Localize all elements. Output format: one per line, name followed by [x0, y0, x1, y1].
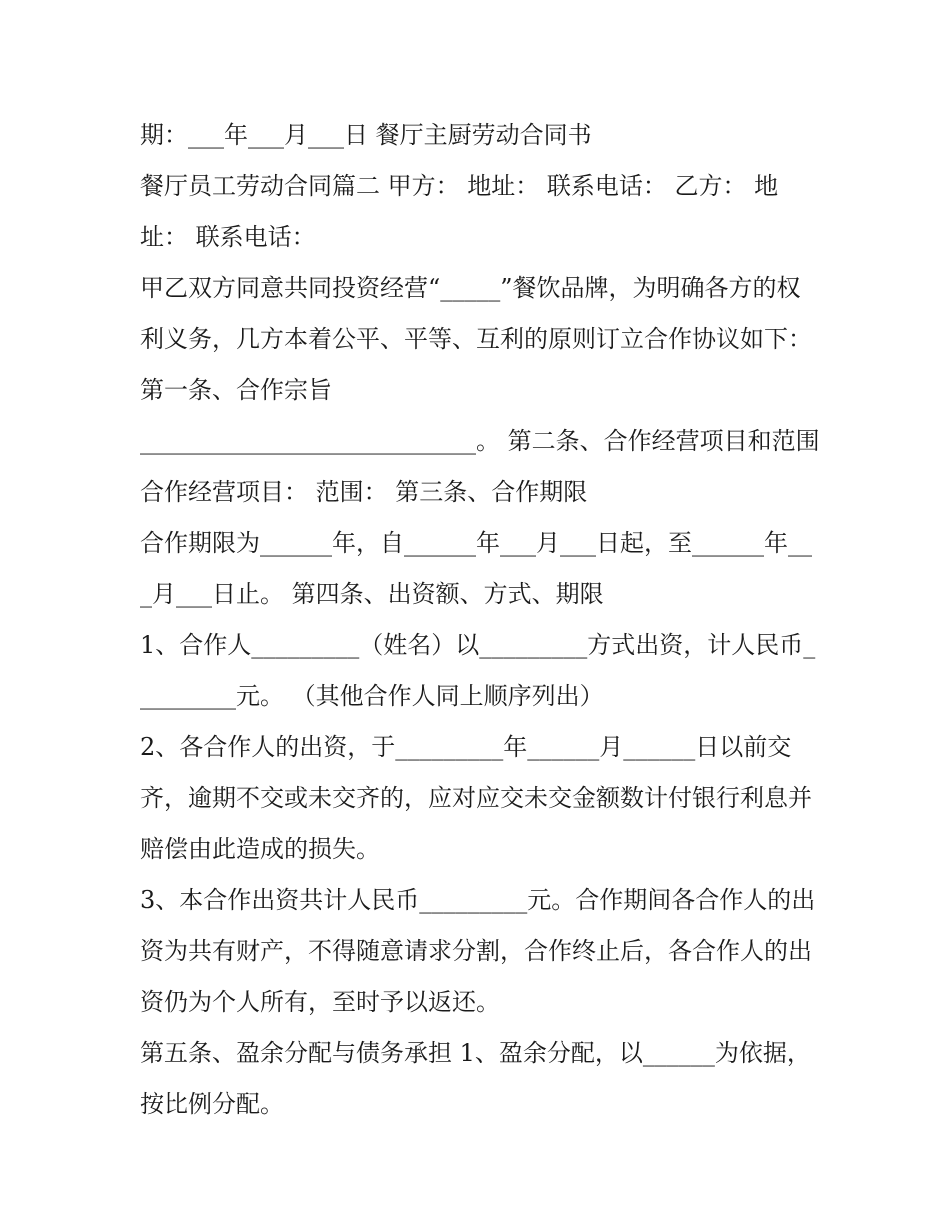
paragraph-article-5: 第五条、盈余分配与债务承担 1、盈余分配，以______为依据，按比例分配。 — [140, 1039, 811, 1118]
document-body — [140, 110, 828, 1130]
paragraph-item-3: 3、本合作出资共计人民币_________元。合作期间各合作人的出资为共有财产，不得随意请求分割，合作终止后，各合作人的出资仍为个人所有，至时予以返还。 — [140, 886, 816, 1016]
paragraph-parties: 餐厅员工劳动合同篇二 甲方： 地址： 联系电话： 乙方： 地址： 联系电话： — [140, 172, 779, 251]
paragraph-item-2: 2、各合作人的出资，于_________年______月______日以前交齐，逾期不交或未交齐的，应对应交未交金额数计付银行利息并赔偿由此造成的损失。 — [140, 733, 812, 863]
paragraph-item-1: 1、合作人_________（姓名）以_________方式出资，计人民币_________元。 （其他合作人同上顺序列出） — [140, 631, 816, 710]
paragraph-intro: 甲乙双方同意共同投资经营“_____”餐饮品牌，为明确各方的权利义务，几方本着公平、平等、互利的原则订立合作协议如下： 第一条、合作宗旨 — [140, 274, 820, 404]
paragraph-article-3: 合作期限为______年，自______年___月___日起，至______年___月___日止。 第四条、出资额、方式、期限 — [140, 529, 812, 608]
paragraph-date-title: 期：___年___月___日 餐厅主厨劳动合同书 — [140, 121, 592, 149]
paragraph-article-2: ____________________________。 第二条、合作经营项目和范围 合作经营项目： 范围： 第三条、合作期限 — [140, 427, 828, 506]
